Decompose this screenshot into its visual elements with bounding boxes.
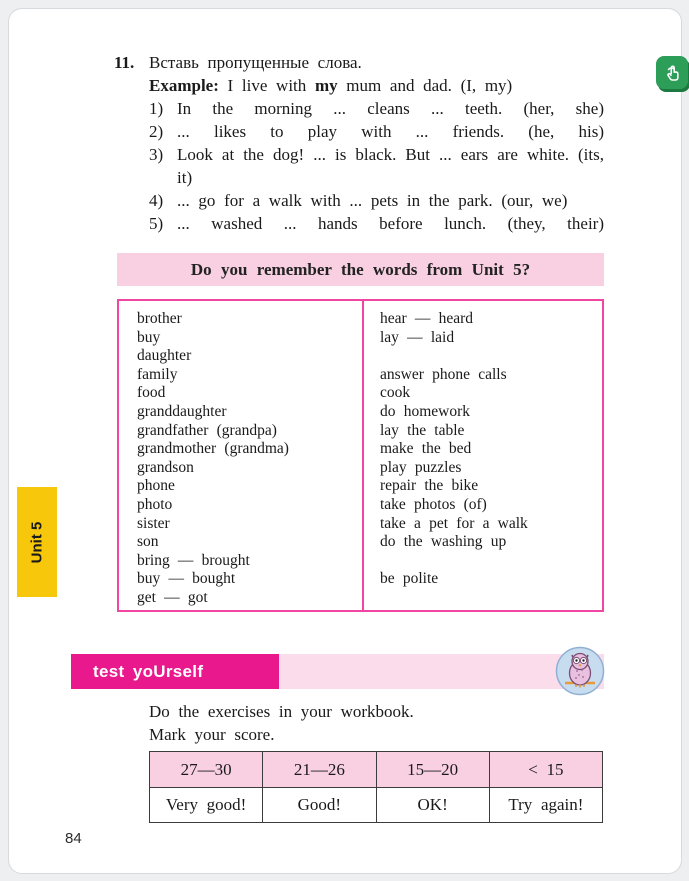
word-item: take photos (of) xyxy=(380,495,487,513)
word-item: granddaughter xyxy=(137,402,227,420)
word-item: grandfather (grandpa) xyxy=(137,421,277,439)
word-item: get — got xyxy=(137,588,208,606)
exercise-number: 11. xyxy=(114,53,135,72)
score-verdict: Very good! xyxy=(150,788,263,823)
word-item: take a pet for a walk xyxy=(380,514,528,532)
word-item: son xyxy=(137,533,159,551)
owl-icon-glyph xyxy=(555,646,605,696)
word-item: family xyxy=(137,365,178,383)
score-verdict: Try again! xyxy=(489,788,602,823)
unit-5-tab xyxy=(17,487,57,597)
remember-words-banner: Do you remember the words from Unit 5? xyxy=(117,253,604,286)
workbook-line: Do the exercises in your workbook. xyxy=(149,702,414,721)
word-item: hear — heard xyxy=(380,310,474,327)
vocabulary-box xyxy=(117,299,604,612)
word-item: repair the bike xyxy=(380,477,479,495)
exercise-instruction: Вставь пропущенные слова. xyxy=(149,53,362,72)
exercise-item: 2) ... likes to play with ... friends. (he, his) xyxy=(149,122,604,141)
score-table-value-row xyxy=(150,788,603,823)
word-item: answer phone calls xyxy=(380,365,507,383)
score-range: 27—30 xyxy=(150,752,263,788)
word-item xyxy=(380,347,602,366)
word-item: bring — brought xyxy=(137,551,250,569)
word-item: food xyxy=(137,384,166,402)
score-range: 15—20 xyxy=(376,752,489,788)
example-label: Example: xyxy=(149,76,219,95)
word-item: lay — laid xyxy=(380,328,455,346)
word-item: phone xyxy=(137,477,175,495)
score-verdict: Good! xyxy=(263,788,376,823)
exercise-heading xyxy=(114,51,604,74)
tap-hand-icon-glyph xyxy=(661,62,683,84)
textbook-page xyxy=(8,8,682,874)
workbook-line: Mark your score. xyxy=(149,725,275,744)
word-item: daughter xyxy=(137,347,192,365)
vocabulary-right-column xyxy=(364,301,602,610)
word-item: play puzzles xyxy=(380,458,462,476)
exercise-example: Example: I live with my mum and dad. (I, my) xyxy=(149,76,513,95)
word-item: do the washing up xyxy=(380,533,507,551)
owl-icon xyxy=(555,646,605,696)
exercise-block xyxy=(114,51,604,235)
word-item: buy — bought xyxy=(137,570,236,588)
word-item: be polite xyxy=(380,570,439,588)
word-item: photo xyxy=(137,495,173,513)
word-item: lay the table xyxy=(380,421,465,439)
word-item: brother xyxy=(137,310,182,327)
score-range: < 15 xyxy=(489,752,602,788)
tap-hand-icon xyxy=(656,56,688,89)
score-table-header-row xyxy=(150,752,603,788)
exercise-item: 1) In the morning ... cleans ... teeth. (her, she) xyxy=(149,99,604,118)
exercise-item: 3) Look at the dog! ... is black. But ... ears are white. (its, it) xyxy=(149,145,604,187)
word-item: grandmother (grandma) xyxy=(137,440,289,458)
score-range: 21—26 xyxy=(263,752,376,788)
word-item: cook xyxy=(380,384,411,402)
exercise-item: 5) ... washed ... hands before lunch. (they, their) xyxy=(149,214,604,233)
score-table xyxy=(149,751,603,823)
test-yourself-banner: test yoUrself xyxy=(71,654,279,689)
word-item: make the bed xyxy=(380,440,472,458)
word-item: buy xyxy=(137,328,161,346)
word-item: sister xyxy=(137,514,170,532)
unit-tab-label: Unit 5 xyxy=(28,521,46,563)
word-item: do homework xyxy=(380,402,471,420)
vocabulary-left-column xyxy=(119,301,364,610)
score-verdict: OK! xyxy=(376,788,489,823)
page-number: 84 xyxy=(65,830,82,847)
workbook-instructions xyxy=(149,700,604,746)
word-item: grandson xyxy=(137,458,194,476)
word-item xyxy=(380,552,602,571)
exercise-item: 4) ... go for a walk with ... pets in the park. (our, we) xyxy=(149,191,568,210)
